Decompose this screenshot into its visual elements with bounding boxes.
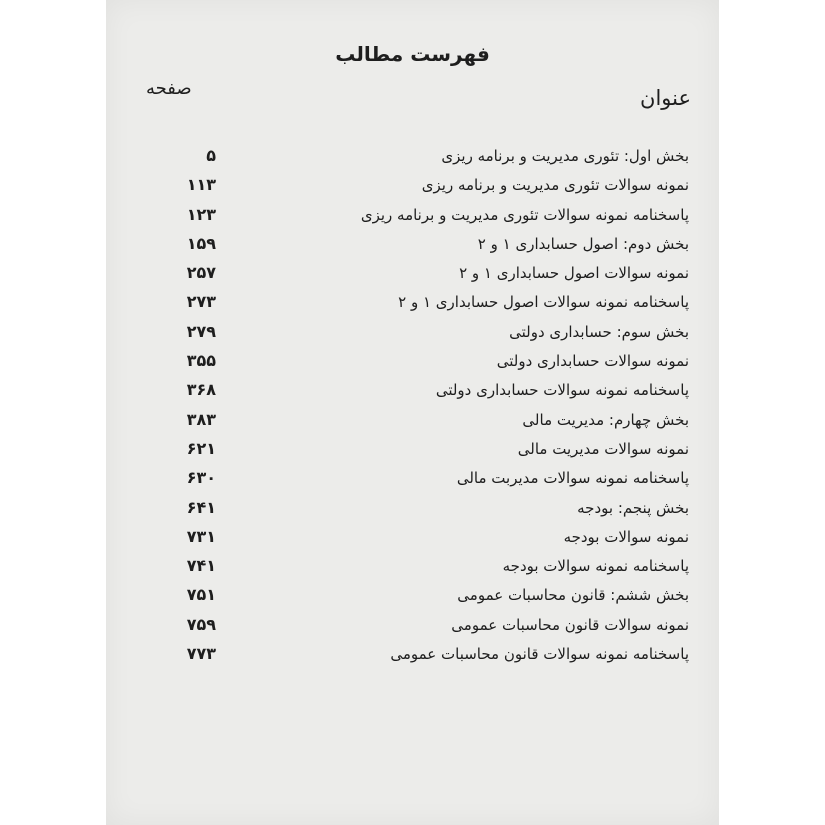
toc-entry-label: پاسخنامه نمونه سوالات مدیربت مالی <box>456 469 689 488</box>
toc-entry-page: ۳۸۳ <box>186 409 216 429</box>
book-page <box>106 0 719 825</box>
toc-entry <box>106 553 719 582</box>
toc-entry-label: نمونه سوالات تئوری مدیریت و برنامه ریزی <box>421 176 689 195</box>
toc-entry-page: ۱۱۳ <box>186 175 216 195</box>
toc-entry-page: ۷۴۱ <box>186 556 216 576</box>
toc-entry-page: ۷۷۳ <box>186 644 216 664</box>
toc-entry <box>106 172 719 201</box>
toc-entry <box>106 407 719 436</box>
toc-entry-label: نمونه سوالات قانون محاسبات عمومی <box>451 615 689 634</box>
toc-entry-label: نمونه سوالات حسابداری دولتی <box>496 352 689 371</box>
toc-entry <box>106 319 719 348</box>
toc-entry <box>106 641 719 670</box>
toc-entry <box>106 289 719 318</box>
toc-entry-label: بخش سوم: حسابداری دولتی <box>509 322 689 341</box>
toc-entry-page: ۱۵۹ <box>186 233 216 253</box>
toc-entry <box>106 348 719 377</box>
page-title: فهرست مطالب <box>335 42 490 66</box>
toc-entry-label: پاسخنامه نمونه سوالات حسابداری دولتی <box>435 381 689 400</box>
toc-entry-label: بخش پنجم: بودجه <box>577 498 689 517</box>
toc-entry <box>106 582 719 611</box>
toc-entry-label: پاسخنامه نمونه سوالات قانون محاسبات عمومی <box>390 645 689 664</box>
toc-entry-page: ۷۵۹ <box>186 614 216 634</box>
toc-entry-page: ۷۳۱ <box>186 526 216 546</box>
toc-entry-page: ۳۵۵ <box>186 351 216 371</box>
toc-entry <box>106 465 719 494</box>
toc-entry <box>106 143 719 172</box>
toc-entry <box>106 524 719 553</box>
toc-entry <box>106 612 719 641</box>
toc-entry <box>106 377 719 406</box>
toc-entry-label: نمونه سوالات اصول حسابداری ۱ و ۲ <box>459 264 689 283</box>
toc-entry-label: نمونه سوالات مدیریت مالی <box>517 439 689 458</box>
toc-entry-page: ۶۳۰ <box>186 468 216 488</box>
toc-entry-page: ۱۲۳ <box>186 204 216 224</box>
toc-entry-page: ۶۴۱ <box>186 497 216 517</box>
column-header-page: صفحه <box>146 78 192 99</box>
toc-entry-label: پاسخنامه نمونه سوالات بودجه <box>502 557 689 576</box>
toc-entry-page: ۲۷۹ <box>186 321 216 341</box>
toc-entry-label: پاسخنامه نمونه سوالات تئوری مدیریت و برنامه ریزی <box>360 205 689 224</box>
toc-entry <box>106 260 719 289</box>
toc-entry-label: بخش دوم: اصول حسابداری ۱ و ۲ <box>477 234 689 253</box>
column-header-title: عنوان <box>640 86 691 110</box>
toc-entry-page: ۳۶۸ <box>186 380 216 400</box>
toc-entry <box>106 495 719 524</box>
toc-entry-page: ۵ <box>206 146 216 165</box>
toc-entry-page: ۲۷۳ <box>186 292 216 312</box>
toc-entry <box>106 202 719 231</box>
toc-entry-label: بخش چهارم: مدیریت مالی <box>522 410 689 429</box>
toc-entry-label: بخش ششم: قانون محاسبات عمومی <box>457 586 689 605</box>
toc-entry-label: نمونه سوالات بودجه <box>563 527 689 546</box>
toc-entry <box>106 436 719 465</box>
toc-entry-label: پاسخنامه نمونه سوالات اصول حسابداری ۱ و ۲ <box>398 293 689 312</box>
toc-entry-page: ۶۲۱ <box>186 438 216 458</box>
toc-entry-page: ۲۵۷ <box>186 263 216 283</box>
toc-entry <box>106 231 719 260</box>
toc-list <box>106 143 719 670</box>
toc-entry-page: ۷۵۱ <box>186 585 216 605</box>
toc-entry-label: بخش اول: تئوری مدیریت و برنامه ریزی <box>441 147 689 165</box>
